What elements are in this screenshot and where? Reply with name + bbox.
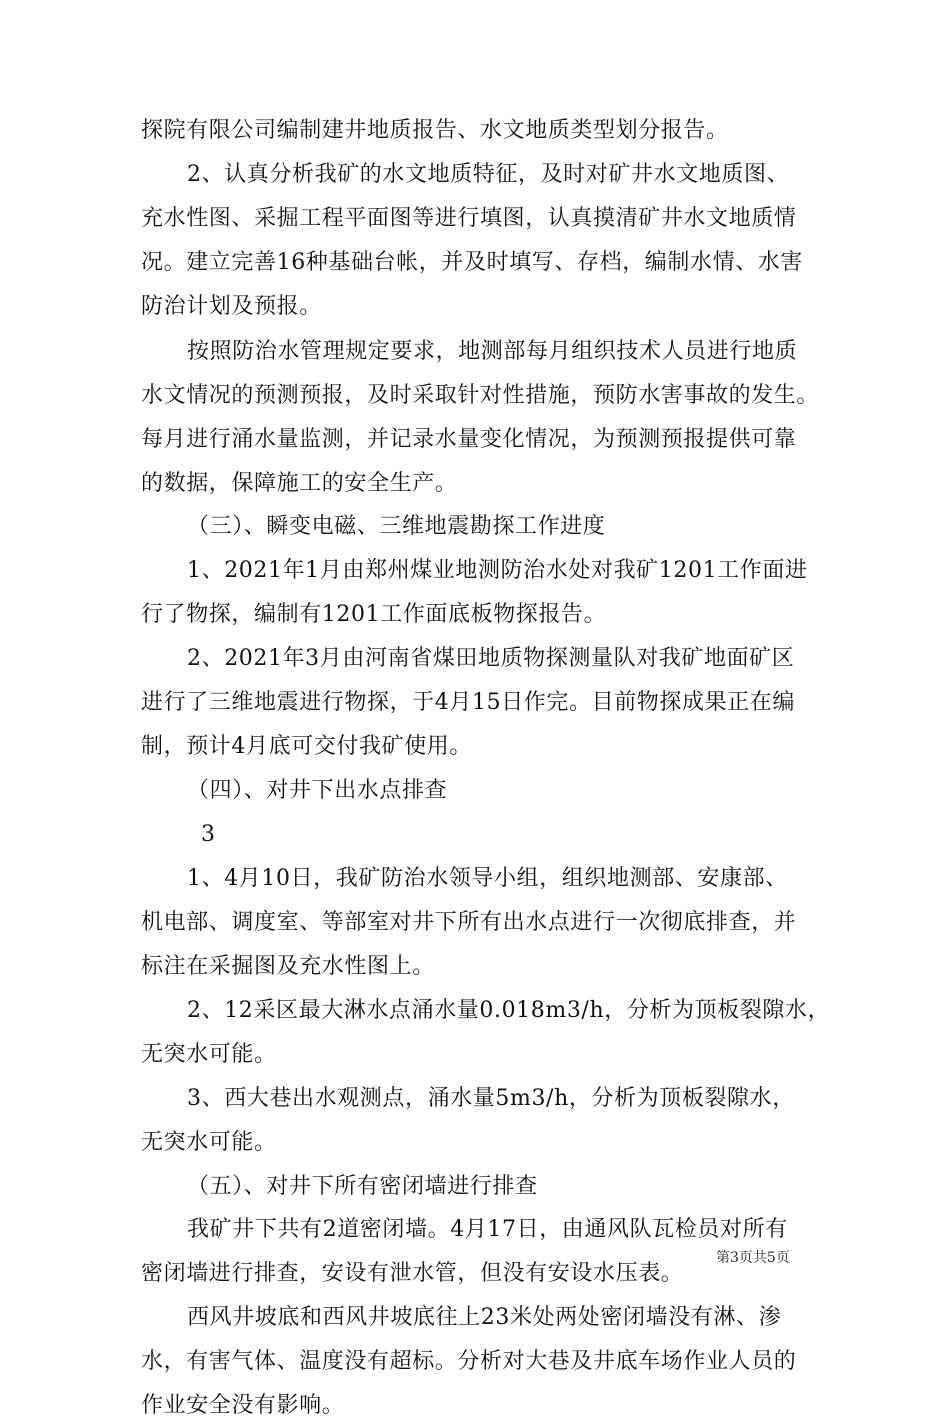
text-line-19: 机电部、调度室、等部室对井下所有出水点进行一次彻底排查，并 bbox=[141, 910, 797, 935]
text-line-11: 1、2021年1月由郑州煤业地测防治水处对我矿1201工作面进 bbox=[187, 558, 808, 583]
text-line-12: 行了物探，编制有1201工作面底板物探报告。 bbox=[141, 602, 607, 627]
text-line-5: 防治计划及预报。 bbox=[141, 294, 322, 319]
text-line-1: 探院有限公司编制建井地质报告、水文地质类型划分报告。 bbox=[141, 118, 729, 143]
text-line-6: 按照防治水管理规定要求，地测部每月组织技术人员进行地质 bbox=[187, 339, 798, 364]
text-line-28: 西风井坡底和西风井坡底往上23米处两处密闭墙没有淋、渗 bbox=[187, 1305, 782, 1330]
text-line-13: 2、2021年3月由河南省煤田地质物探测量队对我矿地面矿区 bbox=[187, 646, 795, 671]
text-line-7: 水文情况的预测预报，及时采取针对性措施，预防水害事故的发生。 bbox=[141, 383, 820, 408]
text-line-29: 水，有害气体、温度没有超标。分析对大巷及井底车场作业人员的 bbox=[141, 1349, 797, 1374]
page-marker-3: 3 bbox=[201, 822, 216, 847]
text-line-9: 的数据，保障施工的安全生产。 bbox=[141, 471, 458, 496]
text-line-4: 况。建立完善16种基础台帐，并及时填写、存档，编制水情、水害 bbox=[141, 250, 803, 275]
text-line-2: 2、认真分析我矿的水文地质特征，及时对矿井水文地质图、 bbox=[187, 162, 790, 187]
text-line-14: 进行了三维地震进行物探，于4月15日作完。目前物探成果正在编 bbox=[141, 690, 795, 715]
text-line-24: 无突水可能。 bbox=[141, 1130, 277, 1155]
page-footer: 第3页共5页 bbox=[716, 1250, 790, 1266]
text-line-26: 我矿井下共有2道密闭墙。4月17日，由通风队瓦检员对所有 bbox=[187, 1217, 788, 1242]
text-line-15: 制，预计4月底可交付我矿使用。 bbox=[141, 734, 472, 759]
text-line-21: 2、12采区最大淋水点涌水量0.018m3/h，分析为顶板裂隙水， bbox=[187, 998, 831, 1023]
text-line-30: 作业安全没有影响。 bbox=[141, 1393, 345, 1418]
text-line-27: 密闭墙进行排查，安设有泄水管，但没有安设水压表。 bbox=[141, 1261, 684, 1286]
section-heading-5: （五）、对井下所有密闭墙进行排查 bbox=[187, 1174, 538, 1199]
text-line-22: 无突水可能。 bbox=[141, 1042, 277, 1067]
text-line-3: 充水性图、采掘工程平面图等进行填图，认真摸清矿井水文地质情 bbox=[141, 206, 797, 231]
text-line-20: 标注在采掘图及充水性图上。 bbox=[141, 954, 435, 979]
section-heading-3: （三）、瞬变电磁、三维地震勘探工作进度 bbox=[187, 514, 606, 539]
section-heading-4: （四）、对井下出水点排查 bbox=[187, 778, 448, 803]
text-line-8: 每月进行涌水量监测，并记录水量变化情况，为预测预报提供可靠 bbox=[141, 427, 797, 452]
text-line-23: 3、西大巷出水观测点，涌水量5m3/h，分析为顶板裂隙水， bbox=[187, 1086, 795, 1111]
text-line-18: 1、4月10日，我矿防治水领导小组，组织地测部、安康部、 bbox=[187, 866, 788, 891]
